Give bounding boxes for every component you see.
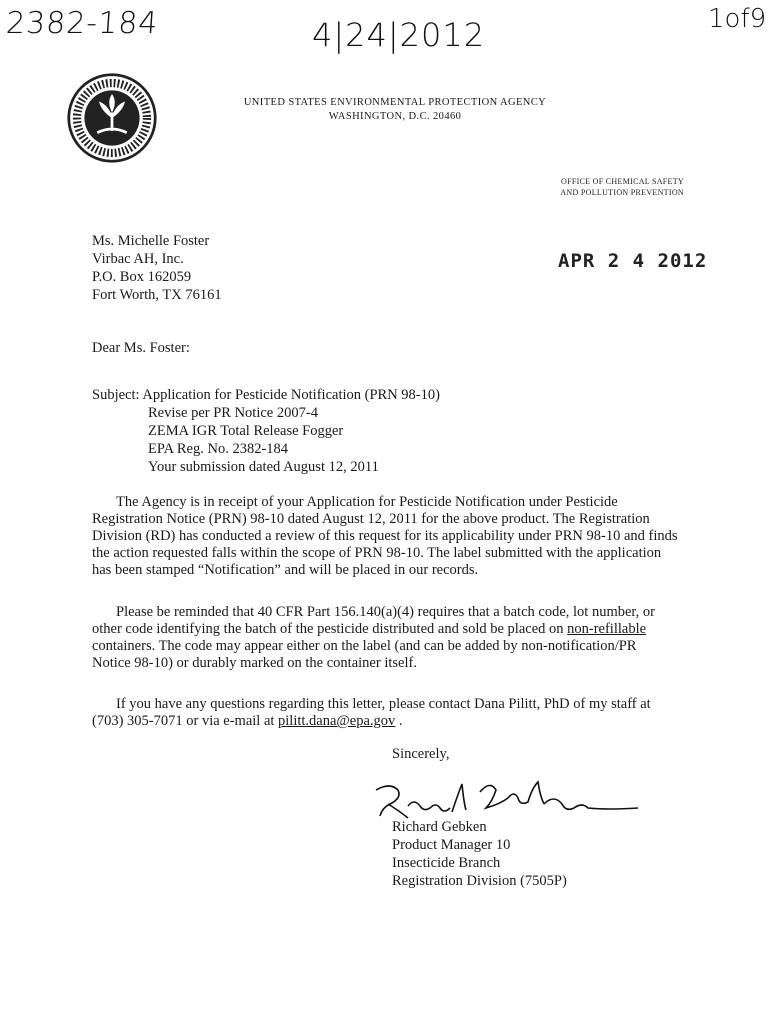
body-paragraph-3 bbox=[92, 696, 692, 730]
signer-division: Registration Division (7505P) bbox=[392, 873, 567, 889]
email-link[interactable]: pilitt.dana@epa.gov bbox=[278, 713, 396, 729]
paragraph-line: has been stamped “Notification” and will be placed in our records. bbox=[92, 562, 479, 578]
subject-label: Subject: Application for Pesticide Notification (PRN 98-10) bbox=[92, 387, 440, 403]
subject-block bbox=[92, 386, 652, 476]
subject-line: Revise per PR Notice 2007-4 bbox=[148, 405, 318, 421]
paragraph-text: other code identifying the batch of the pesticide distributed and sold be placed on bbox=[92, 621, 568, 637]
agency-city: WASHINGTON, D.C. 20460 bbox=[328, 111, 462, 122]
recipient-company: Virbac AH, Inc. bbox=[92, 251, 184, 267]
paragraph-line: containers. The code may appear either on the label (and can be added by non-notification/PR bbox=[92, 638, 637, 654]
recipient-po-box: P.O. Box 162059 bbox=[92, 269, 192, 285]
signature-block bbox=[392, 818, 567, 890]
paragraph-line bbox=[92, 713, 692, 730]
subject-line: EPA Reg. No. 2382-184 bbox=[148, 441, 289, 457]
recipient-address bbox=[92, 232, 222, 304]
handwritten-file-number: 2382-184 bbox=[4, 6, 160, 41]
paragraph-line: the action requested falls within the scope of PRN 98-10. The label submitted with the application bbox=[92, 545, 662, 561]
paragraph-line: Division (RD) has conducted a review of this request for its applicability under PRN 98-10 and finds bbox=[92, 528, 678, 544]
paragraph-line: If you have any questions regarding this letter, please contact Dana Pilitt, PhD of my staff at bbox=[116, 696, 651, 712]
paragraph-text: . bbox=[395, 713, 403, 729]
paragraph-text: (703) 305-7071 or via e-mail at bbox=[92, 713, 279, 729]
recipient-name: Ms. Michelle Foster bbox=[92, 233, 210, 249]
handwritten-page-count: 1of9 bbox=[708, 4, 767, 34]
signer-title: Product Manager 10 bbox=[392, 837, 511, 853]
paragraph-line: Please be reminded that 40 CFR Part 156.140(a)(4) requires that a batch code, lot number, or bbox=[116, 604, 655, 620]
salutation: Dear Ms. Foster: bbox=[92, 340, 190, 356]
letterhead bbox=[200, 96, 590, 124]
handwritten-date: 4|24|2012 bbox=[312, 16, 486, 54]
signer-branch: Insecticide Branch bbox=[392, 855, 501, 871]
paragraph-line: Notice 98-10) or durably marked on the container itself. bbox=[92, 655, 417, 671]
office-line-1: OFFICE OF CHEMICAL SAFETY bbox=[561, 177, 684, 186]
signer-name: Richard Gebken bbox=[392, 819, 487, 835]
agency-name: UNITED STATES ENVIRONMENTAL PROTECTION AGENCY bbox=[243, 97, 547, 108]
paragraph-line bbox=[92, 621, 692, 638]
closing: Sincerely, bbox=[392, 746, 450, 762]
subject-line: ZEMA IGR Total Release Fogger bbox=[148, 423, 344, 439]
epa-seal-icon bbox=[66, 72, 158, 164]
office-line-2: AND POLLUTION PREVENTION bbox=[560, 188, 684, 197]
paragraph-line: The Agency is in receipt of your Application for Pesticide Notification under Pesticide bbox=[116, 494, 618, 510]
recipient-city: Fort Worth, TX 76161 bbox=[92, 287, 222, 303]
body-paragraph-1 bbox=[92, 494, 692, 579]
body-paragraph-2 bbox=[92, 604, 692, 672]
office-name bbox=[500, 176, 684, 198]
paragraph-line: Registration Notice (PRN) 98-10 dated August 12, 2011 for the above product. The Registration bbox=[92, 511, 650, 527]
subject-line: Your submission dated August 12, 2011 bbox=[148, 459, 379, 475]
underlined-term: non-refillable bbox=[567, 621, 647, 637]
date-stamp: APR 2 4 2012 bbox=[558, 250, 708, 272]
